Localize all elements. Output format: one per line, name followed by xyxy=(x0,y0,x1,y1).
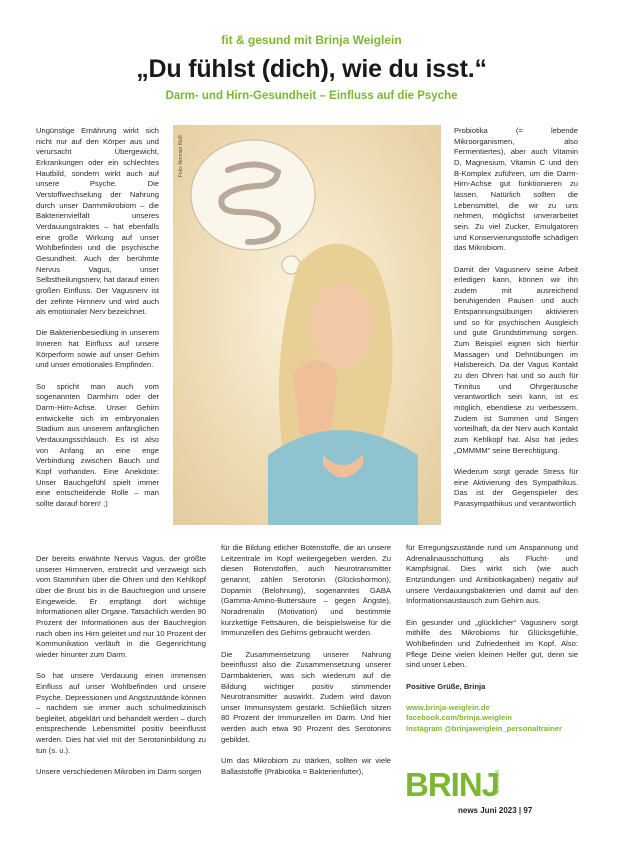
column-3-lower xyxy=(406,543,578,735)
paragraph: Der bereits erwähnte Nervus Vagus, der größte unserer Hirnnerven, erstreckt und verzweigt sich vom Stammhirn über die Ohren und den Kehlkopf über die Brust bis in die Bauchregion und unsere Eingeweide. Er empfängt dort wichtige Informationen aller Organe. Tatsächlich werden 90 Prozent der Informationen aus der Bauchregion nach oben ins Hirn geleitet und nur 10 Prozent der Kommunikation verläuft in die Gegenrichtung wieder hinunter zum Darm. xyxy=(36,554,206,659)
logo-wordmark: BRINJ xyxy=(405,766,500,802)
paragraph: Um das Mikrobiom zu stärken, sollten wir viele Ballaststoffe (Präbiotika = Bakterienfutter), xyxy=(221,756,391,776)
page-footer: news Juni 2023 | 97 xyxy=(458,806,533,815)
column-1-lower xyxy=(36,554,206,788)
portrait-photo xyxy=(173,125,441,525)
paragraph: So spricht man auch vom sogenannten Darmhirn oder der Darm-Hirn-Achse. Unser Gehirn entwickelte sich im embryonalen Stadium aus unserem anfänglichen Verdauungsschlauch. Es ist also von Anfang an eine enge Verbindung zwischen Bauch und Kopf vorhanden. Eine Anekdote: Unser Bauchgefühl spielt immer eine entscheidende Rolle – man sollte darauf hören! ;) xyxy=(36,381,159,508)
column-2 xyxy=(221,543,391,788)
kicker: fit & gesund mit Brinja Weiglein xyxy=(221,33,402,47)
paragraph: Unsere verschiedenen Mikroben im Darm sorgen xyxy=(36,767,202,777)
paragraph: Die Bakterienbesiedlung in unserem Inneren hat Einfluss auf unsere Körperform sowie auf unser Gehirn und unser emotionales Empfinden. xyxy=(36,328,159,370)
paragraph: Die Zusammensetzung unserer Nahrung beeinflusst also die Zusammensetzung unserer Darmbakterien, was sich wiederum auf die Bildung wichtiger positiv stimmender Neurotransmitter auswirkt. Zudem wird davon unser Immunsystem gestärkt. Schließlich sitzen 80 Prozent der Immunzellen im Darm. Und hier werden auch etwa 90 Prozent des Serotonins gebildet. xyxy=(221,649,391,744)
paragraph: für die Bildung etlicher Botenstoffe, die an unsere Leitzentrale im Kopf weitergegeben werden. Zu diesen Botenstoffen, auch Neurotransmitter genannt, zählen Serotonin (Glückshormon), Dopamin (Belohnung), sogenanntes GABA (Gamma-Amino-Buttersäure – gegen Ängste), Noradrenalin (Motivation) und bestimmte kurzkettige Fettsäuren, die beispielsweise für die Immunzellen des Gehirns gebraucht werden. xyxy=(221,543,391,638)
paragraph: Ungünstige Ernährung wirkt sich nicht nur auf den Körper aus und verursacht Übergewicht, Erkrankungen oder ein schlechtes Hautbild, sondern wirkt auch auf unsere Psyche. Die Verstoffwechselung der Nahrung durch unser Darmmikrobiom – die Bakterienvielfalt unseres Verdauungstraktes – hat ebenfalls eine große Wirkung auf unser Wohlbefinden und die psychische Gesundheit. Auch der berühmte Nervus Vagus, unser Selbstheilungsnerv, hat darauf einen großen Einfluss. Der Vagusnerv ist der zehnte Hirnnerv und wird auch als emotionaler Nerv bezeichnet. xyxy=(36,126,159,317)
woman-thinking-illustration xyxy=(173,125,441,525)
brinja-logo xyxy=(405,762,500,802)
paragraph: So hat unsere Verdauung einen immensen Einfluss auf unser Wohlbefinden und unsere Psyche. Depressionen und Angstzustände können – nachdem sie immer auch schulmedizinisch begleitet, abgeklärt und behandelt werden – durch entsprechende Lebensmittel positiv beeinflusst werden. Dies hat viel mit der Serotoninbildung zu tun (s. u.). xyxy=(36,671,206,755)
signoff: Positive Grüße, Brinja xyxy=(406,681,486,691)
paragraph: Probiotika (= lebende Mikroorganismen, also Fermentiertes), aber auch Vitamin D, Magnesium, Vitamin C und den B-Komplex zuführen, um die Darm-Hirn-Achse gut funktionieren zu lassen. Natürlich sollten die Lebensmittel, die wir zu uns nehmen, möglichst unverarbeitet sein. Zu viel Zucker, Emulgatoren und Konservierungsstoffe schädigen das Mikrobiom. xyxy=(454,126,578,253)
facebook-link[interactable]: facebook.com/brinja.weiglein xyxy=(406,713,512,723)
instagram-link[interactable]: Instagram @brinjaweiglein_personaltrainer xyxy=(406,724,562,734)
paragraph: für Erregungszustände rund um Anspannung und Adrenalinausschüttung als Flucht- und Kampfsignal. Dies wirkt sich (wie auch Entzündungen und Antibiotikagaben) negativ auf unsere Verdauungsbakterien und damit auf den Informationsaustausch zum Gehirn aus. xyxy=(406,543,578,606)
photo-credit: Foto: Norman Kloß xyxy=(178,135,184,178)
article-subtitle: Darm- und Hirn-Gesundheit – Einfluss auf die Psyche xyxy=(165,90,458,102)
column-3-upper xyxy=(454,126,578,520)
logo-side-text: WEIGLEIN xyxy=(493,770,499,795)
article-title: „Du fühlst (dich), wie du isst.“ xyxy=(136,55,487,83)
paragraph: Wiederum sorgt gerade Stress für eine Aktivierung des Sympathikus. Das ist der Gegenspieler des Parasympathikus und verantwortlich xyxy=(454,466,578,508)
paragraph: Damit der Vagusnerv seine Arbeit erledigen kann, können wir ihn zudem mit ausreichend beruhigenden Pausen und auch Entspannungsübungen aktivieren und so für psychischen Ausgleich und gute Grundstimmung sorgen. Zum Beispiel eignen sich hierfür Massagen und Dehnübungen im Halsbereich. Da der Vagus Kontakt zu den Ohren hat und so auch für Tinnitus und Ohrgeräusche verantwortlich sein kann, ist es möglich, ebendiese zu verbessern. Zudem ist Summen und Singen vorteilhaft, da der Nerv auch Kontakt zum Kehlkopf hat. Also hat jedes „OMMMM“ seine Berechtigung. xyxy=(454,264,578,455)
column-1-upper xyxy=(36,126,159,520)
paragraph: Ein gesunder und „glücklicher“ Vagusnerv sorgt mithilfe des Mikrobioms für Glücksgefühle, Wohlbefinden und Zufriedenheit im Kopf. Also: Pflege Deine vielen kleinen Helfer gut, denn sie sind unser Leben. xyxy=(406,617,578,670)
website-link[interactable]: www.brinja-weiglein.de xyxy=(406,702,490,712)
